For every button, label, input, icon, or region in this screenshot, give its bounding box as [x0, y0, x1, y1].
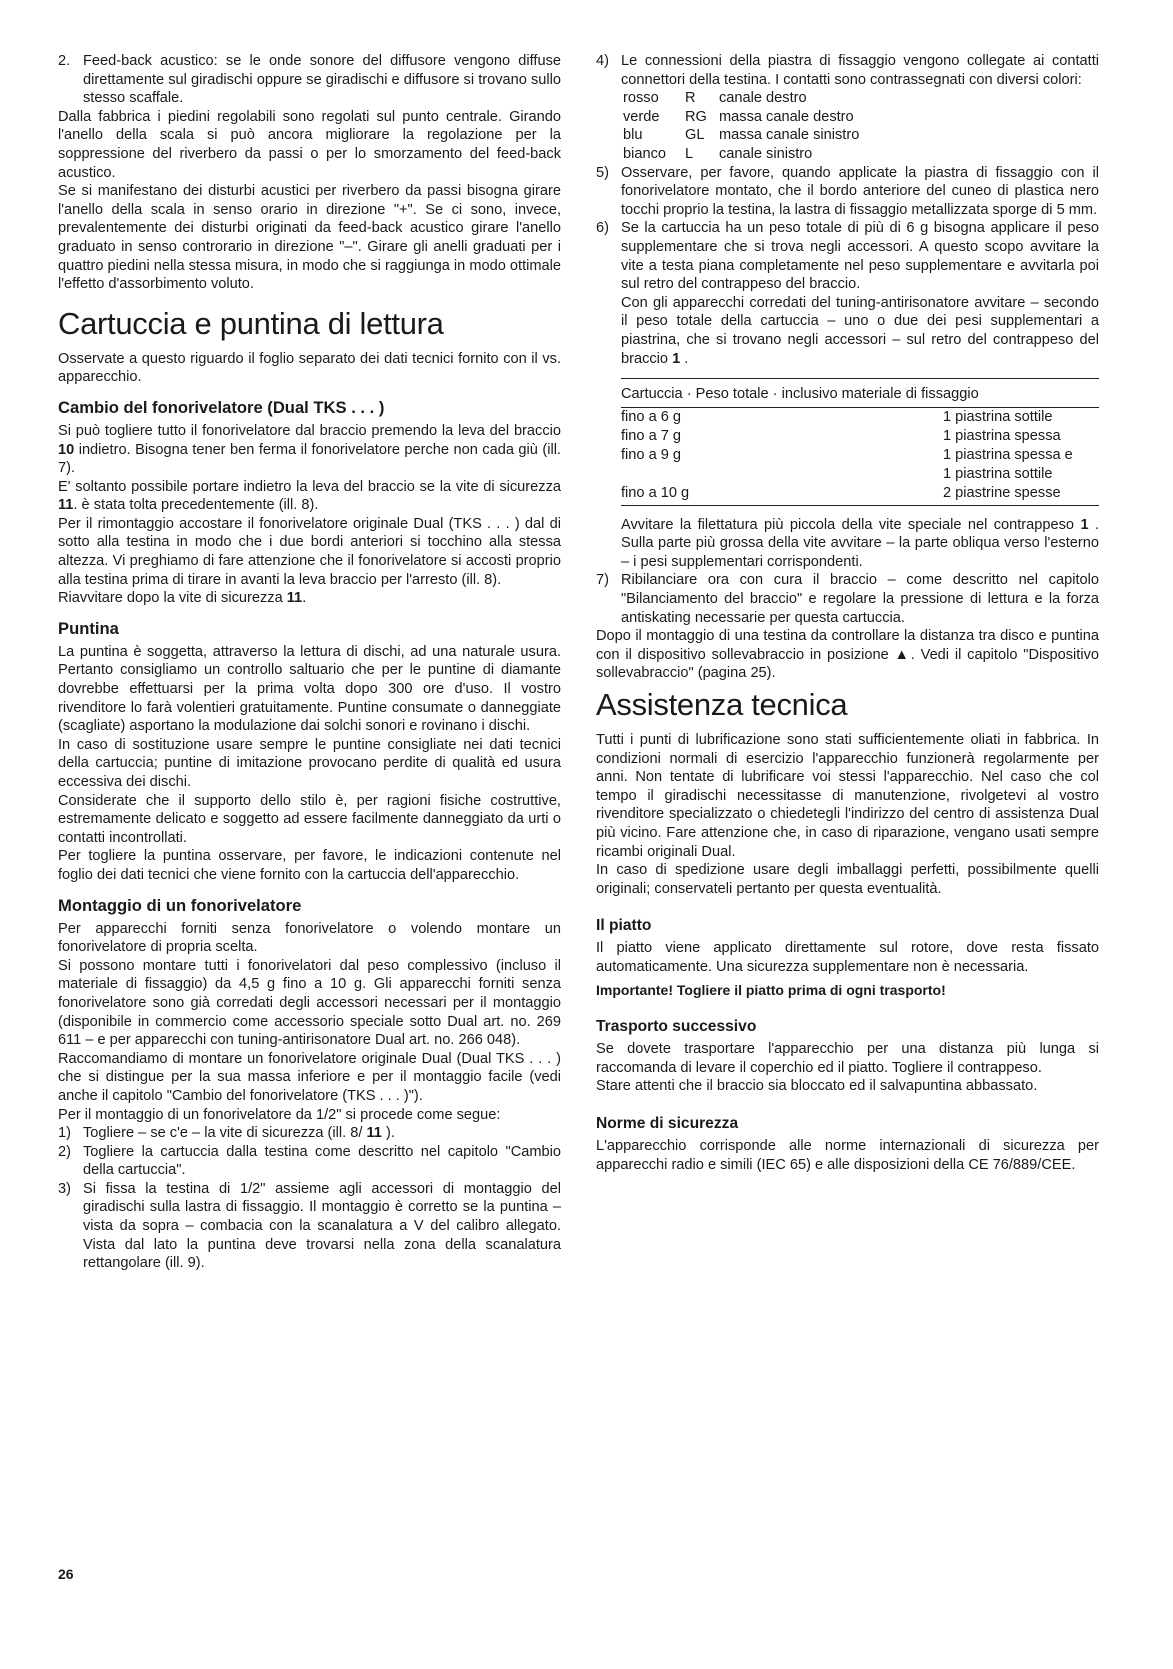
- paragraph: Tutti i punti di lubrificazione sono stati sufficientemente oliati in fabbrica. In condizioni normali di esercizio l'apparecchio funzionerà regolarmente per anni. Non tentate di lubrificare voi stessi l'apparecchio. Nel caso che col tempo il giradischi necessitasse di manutenzione, rivolgetevi al vostro rivenditore specializzato o chiedetegli l'indirizzo del centro di assistenza Dual più vicino. Fare attenzione che, in caso di riparazione, vengano usati sempre ricambi originali Dual.: [596, 732, 1099, 860]
- list-text: Feed-back acustico: se le onde sonore del diffusore vengono diffuse direttamente sul giradischi oppure se giradischi e diffusore si trovano sullo stesso scaffale.: [83, 53, 561, 107]
- paragraph: Dalla fabbrica i piedini regolabili sono regolati sul punto centrale. Girando l'anello della scala si può ancora migliorare la regolazione per la soppressione del riverbero da passi o per lo smorzamento del feed-back acustico.: [58, 108, 561, 181]
- subheading-cambio: Cambio del fonorivelatore (Dual TKS . . . ): [58, 397, 385, 417]
- list-item: 1) Togliere – se c'e – la vite di sicurezza (ill. 8/ 11 ).: [58, 1125, 395, 1142]
- section-heading-assistenza: Assistenza tecnica: [596, 687, 848, 723]
- paragraph: Osservate a questo riguardo il foglio separato dei dati tecnici fornito con il vs. apparecchio.: [58, 350, 561, 386]
- paragraph: Considerate che il supporto dello stilo è, per ragioni fisiche costruttive, estremamente delicato e soggetto ad essere facilmente danneggiato da urti o contatti incontrollati.: [58, 792, 561, 846]
- paragraph: E' soltanto possibile portare indietro la leva del braccio se la vite di sicurezza 11. è stata tolta precedentemente (ill. 8).: [58, 478, 561, 514]
- steps-list: [58, 1124, 561, 1273]
- list-item: 2) Togliere la cartuccia dalla testina come descritto nel capitolo "Cambio della cartuccia".: [58, 1143, 561, 1179]
- paragraph: Per il rimontaggio accostare il fonorivelatore originale Dual (TKS . . . ) dal di sotto alla testina in modo che i due bordi anteriori si tocchino alla stessa altezza. Vi preghiamo di fare attenzione che il fonorivelatore si accosti proprio alla testina prima di tirare in avanti la leva braccio per l'arresto (ill. 8).: [58, 515, 561, 588]
- paragraph: Per il montaggio di un fonorivelatore da 1/2" si procede come segue:: [58, 1106, 501, 1123]
- paragraph: In caso di spedizione usare degli imballaggi perfetti, possibilmente quelli originali; conservateli pertanto per questa eventualità.: [596, 862, 1099, 897]
- color-row: bianco L canale sinistro: [623, 145, 813, 162]
- paragraph: La puntina è soggetta, attraverso la lettura di dischi, ad una naturale usura. Pertanto consigliamo un controllo saltuario che per le puntine di diamante dovrebbe effettuarsi per la prima volta dopo 300 ore d'uso. Il vostro rivenditore lo farà volentieri gratuitamente. Puntine consumate o danneggiate (scagliate) asportano la modulazione dai solchi sonori e rovinano i dischi.: [58, 643, 561, 735]
- paragraph: Raccomandiamo di montare un fonorivelatore originale Dual (Dual TKS . . . ) che si distingue per la sua massa inferiore e per il montaggio facile (vedi anche il capitolo "Cambio del fonorivelatore (TKS . . . )").: [58, 1050, 561, 1104]
- list-item-6: 6) Se la cartuccia ha un peso totale di più di 6 g bisogna applicare il peso supplementare che si trova negli accessori. A questo scopo avvitare la vite a testa piana completamente nel peso supplementare e avvitarla poi sul retro del contrappeso del braccio. Con gli apparecchi corredati del tuning-antirisonatore avvitare – secondo il peso totale della cartuccia – uno o due dei pesi supplementari a piastrina, che si trovano negli accessori – sul retro del contrappeso del braccio 1 .: [596, 220, 1099, 367]
- paragraph: Riavvitare dopo la vite di sicurezza 11.: [58, 590, 307, 607]
- paragraph: Si possono montare tutti i fonorivelatori dal peso complessivo (incluso il materiale di fissaggio) da 4,5 g fino a 10 g. Gli apparecchi forniti senza fonorivelatore sono già corredati degli accessori necessari per il montaggio (disponibile in commercio come accessorio speciale sotto Dual art. no. 269 611 – e per apparecchi con tuning-antirisonatore Dual art. no. 266 048).: [58, 957, 561, 1049]
- table-row: 1 piastrina sottile: [943, 465, 1053, 482]
- table-row: fino a 10 g 2 piastrine spesse: [621, 484, 1099, 506]
- list-item-7: 7) Ribilanciare ora con cura il braccio – come descritto nel capitolo "Bilanciamento del braccio" e regolare la pressione di lettura e la forza antiskating necessarie per questa cartuccia.: [596, 572, 1099, 626]
- list-item-4: 4) Le connessioni della piastra di fissaggio vengono collegate ai contatti connettori della testina. I contatti sono contrassegnati con diversi colori: rosso R canale destro verde RG massa canale destro blu GL massa canale sinistro bianco L canale sinistro: [596, 53, 1099, 162]
- table-row: fino a 9 g 1 piastrina spessa e: [621, 446, 1073, 463]
- list-item: 3) Si fissa la testina di 1/2" assieme agli accessori di montaggio del giradischi sulla lastra di fissaggio. Il montaggio è corretto se la puntina – vista da sopra – combacia con la scanalatura a V del calibro allegato. Vista dal lato la puntina deve trovarsi nella zona della scanalatura rettangolare (ill. 9).: [58, 1180, 561, 1272]
- weights-table: [621, 378, 1099, 506]
- paragraph: In caso di sostituzione usare sempre le puntine consigliate nei dati tecnici della cartuccia; puntine di imitazione provocano perdite di qualità ed usura eccessiva dei dischi.: [58, 736, 561, 790]
- subheading-puntina: Puntina: [58, 618, 119, 638]
- table-row: fino a 7 g 1 piastrina spessa: [621, 427, 1061, 444]
- paragraph: Con gli apparecchi corredati del tuning-antirisonatore avvitare – secondo il peso totale della cartuccia – uno o due dei pesi supplementari a piastrina, che si trovano negli accessori – sul retro del contrappeso del braccio 1 .: [621, 294, 1099, 367]
- color-code-list: [623, 89, 1099, 163]
- right-column: [596, 52, 1099, 1174]
- paragraph: Dopo il montaggio di una testina da controllare la distanza tra disco e puntina con il dispositivo sollevabraccio in posizione ▲. Vedi il capitolo "Dispositivo sollevabraccio" (pagina 25).: [596, 628, 1100, 682]
- paragraph: Per togliere la puntina osservare, per favore, le indicazioni contenute nel foglio dei dati tecnici che viene fornito con la cartuccia dell'apparecchio.: [58, 848, 561, 883]
- table-row: fino a 6 g 1 piastrina sottile: [621, 408, 1053, 425]
- paragraph: Se si manifestano dei disturbi acustici per riverbero da passi bisogna girare l'anello della scala in senso orario in direzione "+". Se ci sono, invece, prevalentemente dei disturbi originati da feed-back acustico girare l'anello graduato in senso controrario in direzione "–". Girare gli anelli graduati per i quattro piedini nella stessa misura, in modo che si raggiunga in modo ottimale l'effetto d'assorbimento voluto.: [58, 183, 561, 293]
- paragraph: Il piatto viene applicato direttamente sul rotore, dove resta fissato automaticamente. Una sicurezza supplementare non è necessaria.: [596, 940, 1099, 975]
- paragraph: Per apparecchi forniti senza fonorivelatore o volendo montare un fonorivelatore di propria scelta.: [58, 920, 561, 956]
- color-row: verde RG massa canale destro: [623, 108, 854, 125]
- arm-lift-icon: ▲: [894, 646, 911, 663]
- paragraph: Si può togliere tutto il fonorivelatore dal braccio premendo la leva del braccio 10 indietro. Bisogna tener ben ferma il fonorivelatore perche non cada giù (ill. 7).: [58, 422, 561, 477]
- paragraph: L'apparecchio corrisponde alle norme internazionali di sicurezza per apparecchi radio e simili (IEC 65) e alle disposizioni della CE 76/889/CEE.: [596, 1137, 1099, 1173]
- color-row: rosso R canale destro: [623, 90, 807, 107]
- subheading-trasporto: Trasporto successivo: [596, 1018, 757, 1036]
- list-item-2: [58, 52, 561, 108]
- section-heading-cartuccia: Cartuccia e puntina di lettura: [58, 305, 444, 341]
- subheading-piatto: Il piatto: [596, 917, 652, 935]
- paragraph: Stare attenti che il braccio sia bloccato ed il salvapuntina abbassato.: [596, 1078, 1038, 1095]
- paragraph: Se dovete trasportare l'apparecchio per una distanza più lunga si raccomanda di levare il coperchio ed il piatto. Togliere il contrappeso.: [596, 1041, 1099, 1076]
- subheading-montaggio: Montaggio di un fonorivelatore: [58, 895, 302, 915]
- warning-text: Importante! Togliere il piatto prima di ogni trasporto!: [596, 981, 946, 998]
- paragraph: Avvitare la filettatura più piccola della vite speciale nel contrappeso 1 . Sulla parte più grossa della vite avvitare – la parte obliqua verso l'esterno – i pesi supplementari corrispondenti.: [621, 516, 1100, 570]
- table-header: Cartuccia · Peso totale · inclusivo materiale di fissaggio: [621, 379, 1099, 408]
- page-number: 26: [58, 1566, 74, 1582]
- list-item-5: 5) Osservare, per favore, quando applicate la piastra di fissaggio con il fonorivelatore montato, che il bordo anteriore del cuneo di plastica nero tocchi proprio la testina, la lastra di fissaggio metallizzata sporge di 5 mm.: [596, 164, 1099, 218]
- color-row: blu GL massa canale sinistro: [623, 127, 860, 144]
- left-column: [58, 52, 561, 1273]
- list-number: 2.: [58, 53, 71, 69]
- subheading-norme: Norme di sicurezza: [596, 1114, 739, 1132]
